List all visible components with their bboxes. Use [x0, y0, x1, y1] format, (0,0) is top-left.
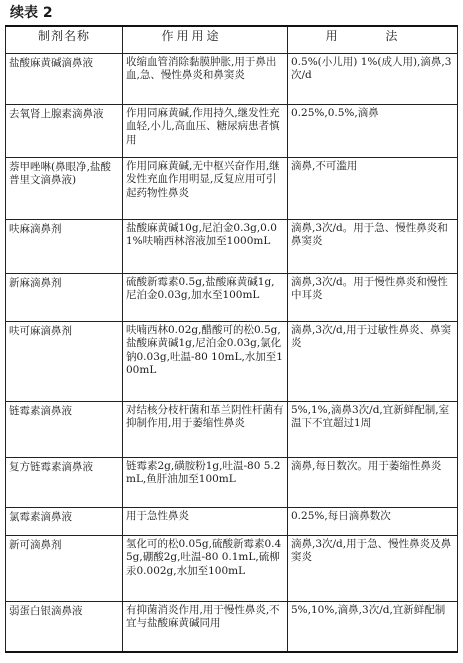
- usage-cell: 有抑菌消炎作用,用于慢性鼻炎,不宜与盐酸麻黄碱同用: [123, 602, 288, 653]
- usage-cell: 作用同麻黄碱,无中枢兴奋作用,继发性充血作用明显,反复应用可引起药物性鼻炎: [123, 158, 288, 220]
- drug-name-cell: 新可滴鼻剂: [6, 536, 123, 602]
- drug-name-cell: 复方链霉素滴鼻液: [6, 458, 123, 508]
- method-cell: 滴鼻,3次/d。用于慢性鼻炎和慢性中耳炎: [288, 274, 458, 322]
- method-cell: 滴鼻,不可滥用: [288, 158, 458, 220]
- table-row: [6, 458, 458, 508]
- table-row: [6, 274, 458, 322]
- table-row: [6, 402, 458, 458]
- table-row: [6, 158, 458, 220]
- header-name: 制剂名称: [6, 26, 123, 54]
- table-row: [6, 508, 458, 536]
- method-cell: 0.25%,每日滴鼻数次: [288, 508, 458, 536]
- table-row: [6, 322, 458, 402]
- usage-cell: 硫酸新霉素0.5g,盐酸麻黄碱1g,尼泊金0.03g,加水至100mL: [123, 274, 288, 322]
- method-cell: 滴鼻,3次/d,用于急、慢性鼻炎及鼻窦炎: [288, 536, 458, 602]
- usage-cell: 链霉素2g,磺胺粉1g,吐温-80 5.2mL,鱼肝油加至100mL: [123, 458, 288, 508]
- usage-cell: 对结核分枝杆菌和革兰阴性杆菌有抑制作用,用于萎缩性鼻炎: [123, 402, 288, 458]
- table-row: [6, 54, 458, 105]
- table-title: 续表 2: [10, 5, 53, 21]
- drug-name-cell: 弱蛋白银滴鼻液: [6, 602, 123, 653]
- drug-name-cell: 盐酸麻黄碱滴鼻液: [6, 54, 123, 105]
- table-row: [6, 536, 458, 602]
- header-method: 用 法: [288, 26, 458, 54]
- method-cell: 0.25%,0.5%,滴鼻: [288, 105, 458, 158]
- usage-cell: 作用同麻黄碱,作用持久,继发性充血轻,小儿,高血压、糖尿病患者慎用: [123, 105, 288, 158]
- usage-cell: 氢化可的松0.05g,硫酸新霉素0.45g,硼酸2g,吐温-80 0.1mL,硫柳汞0.002g,水加至100mL: [123, 536, 288, 602]
- method-cell: 滴鼻,3次/d,用于过敏性鼻炎、鼻窦炎: [288, 322, 458, 402]
- drug-name-cell: 萘甲唑啉(鼻眼净,盐酸普里文滴鼻液): [6, 158, 123, 220]
- header-row: [6, 26, 458, 54]
- usage-cell: 收缩血管消除黏膜肿胀,用于鼻出血,急、慢性鼻炎和鼻窦炎: [123, 54, 288, 105]
- method-cell: 5%,10%,滴鼻,3次/d,宜新鲜配制: [288, 602, 458, 653]
- usage-cell: 用于急性鼻炎: [123, 508, 288, 536]
- method-cell: 滴鼻,3次/d。用于急、慢性鼻炎和鼻窦炎: [288, 220, 458, 274]
- header-usage: 作用用途: [123, 26, 288, 54]
- drug-name-cell: 呋可麻滴鼻剂: [6, 322, 123, 402]
- drug-name-cell: 链霉素滴鼻液: [6, 402, 123, 458]
- table-row: [6, 220, 458, 274]
- table-row: [6, 105, 458, 158]
- table-row: [6, 602, 458, 653]
- drug-name-cell: 氯霉素滴鼻液: [6, 508, 123, 536]
- usage-cell: 盐酸麻黄碱10g,尼泊金0.3g,0.01%呋喃西林溶液加至1000mL: [123, 220, 288, 274]
- method-cell: 5%,1%,滴鼻3次/d,宜新鲜配制,室温下不宜超过1周: [288, 402, 458, 458]
- method-cell: 滴鼻,每日数次。用于萎缩性鼻炎: [288, 458, 458, 508]
- usage-cell: 呋喃西林0.02g,醋酸可的松0.5g,盐酸麻黄碱1g,尼泊金0.03g,氯化钠0.03g,吐温-80 10mL,水加至100mL: [123, 322, 288, 402]
- method-cell: 0.5%(小儿用) 1%(成人用),滴鼻,3次/d: [288, 54, 458, 105]
- drug-name-cell: 呋麻滴鼻剂: [6, 220, 123, 274]
- drug-table: [5, 25, 458, 653]
- drug-name-cell: 新麻滴鼻剂: [6, 274, 123, 322]
- drug-name-cell: 去氧肾上腺素滴鼻液: [6, 105, 123, 158]
